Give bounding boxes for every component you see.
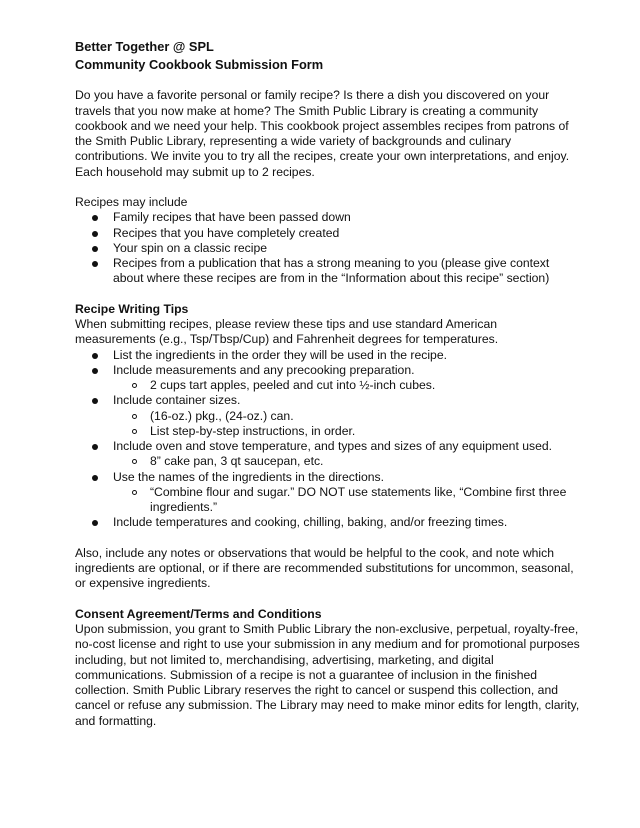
sub-list-item (75, 454, 580, 469)
notes-paragraph: Also, include any notes or observations that would be helpful to the cook, and note which ingredients are optional, or if there are recommended substitutions for uncommon, seasonal, or expensive ingredients. (75, 545, 574, 591)
tips-list (75, 348, 580, 531)
title-line-1: Better Together @ SPL (75, 39, 214, 54)
list-item-text: Recipes that you have completely created (113, 225, 340, 240)
list-item (75, 226, 580, 241)
list-item-text: Family recipes that have been passed down (113, 210, 351, 225)
sub-list-item-text: “Combine flour and sugar.” DO NOT use statements like, “Combine first three ingredients.” (150, 484, 567, 514)
title-line-2: Community Cookbook Submission Form (75, 56, 324, 72)
list-item (75, 515, 580, 530)
list-item (75, 210, 580, 225)
consent-paragraph: Upon submission, you grant to Smith Public Library the non-exclusive, perpetual, royalty-free, no-cost license and right to use your submission in any medium and for promotional purposes including, but not limited to, merchandising, advertising, marketing, and digital communications. Submission of a recipe is not a guarantee of inclusion in the finished collection. Smith Public Library reserves the right to cancel or suspend this collection, and cancel or refuse any submission. The Library may need to make minor edits for length, clarity, and formatting. (75, 622, 580, 728)
recipes-lead: Recipes may include (75, 195, 188, 209)
list-item-text: Include container sizes. (113, 393, 241, 408)
list-item (75, 363, 580, 378)
list-item-text: Include oven and stove temperature, and types and sizes of any equipment used. (113, 439, 553, 453)
list-item-text: Recipes from a publication that has a strong meaning to you (please give context about where these recipes are from in the “Information about this recipe” section) (113, 256, 550, 286)
list-item-text: List the ingredients in the order they will be used in the recipe. (113, 347, 447, 362)
sub-list-item-text: 8” cake pan, 3 qt saucepan, etc. (150, 454, 324, 469)
sub-list-item (75, 424, 580, 439)
consent-heading: Consent Agreement/Terms and Conditions (75, 606, 322, 621)
list-item-text: Include measurements and any precooking preparation. (113, 362, 415, 377)
list-item-text: Your spin on a classic recipe (113, 240, 268, 255)
intro-paragraph: Do you have a favorite personal or family recipe? Is there a dish you discovered on your travels that you now make at home? The Smith Public Library is creating a community cookbook and we need your help. This cookbook project assembles recipes from patrons of the Smith Public Library, representing a wide variety of backgrounds and culinary contributions. We invite you to try all the recipes, create your own interpretations, and enjoy. Each household may submit up to 2 recipes. (75, 88, 570, 179)
list-item-text: Use the names of the ingredients in the directions. (113, 469, 384, 484)
tips-heading: Recipe Writing Tips (75, 301, 189, 316)
list-item (75, 439, 580, 454)
recipes-list (75, 210, 580, 286)
sub-list-item-text: (16-oz.) pkg., (24-oz.) can. (150, 408, 294, 423)
document-title (75, 38, 580, 73)
list-item (75, 470, 580, 485)
list-item (75, 348, 580, 363)
sub-list-item (75, 485, 580, 516)
sub-list-item (75, 409, 580, 424)
list-item (75, 256, 580, 287)
sub-list-item-text: 2 cups tart apples, peeled and cut into ½-inch cubes. (150, 378, 436, 392)
sub-list-item (75, 378, 580, 393)
tips-intro: When submitting recipes, please review these tips and use standard American measurements (e.g., Tsp/Tbsp/Cup) and Fahrenheit degrees for temperatures. (75, 317, 499, 347)
sub-list-item-text: List step-by-step instructions, in order. (150, 423, 356, 438)
list-item (75, 393, 580, 408)
list-item-text: Include temperatures and cooking, chilling, baking, and/or freezing times. (113, 515, 508, 530)
list-item (75, 241, 580, 256)
